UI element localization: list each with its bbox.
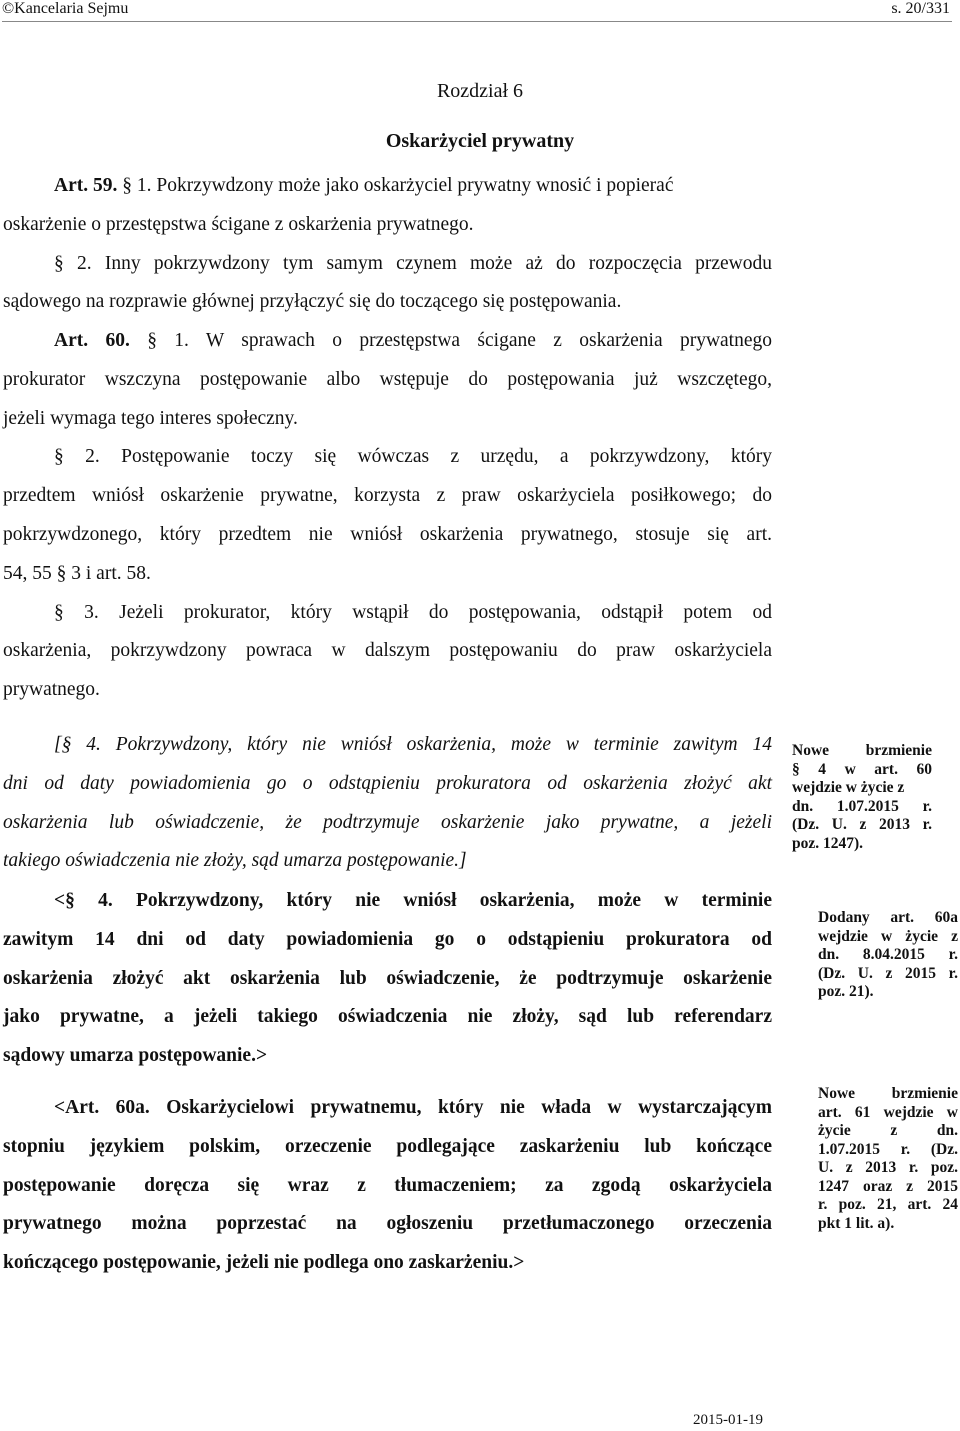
note-1-line: § 4 w art. 60 xyxy=(792,760,932,778)
art-60-p4-old xyxy=(3,726,772,881)
art-59-heading: Art. 59. xyxy=(54,175,118,196)
margin-note-2 xyxy=(818,909,958,1002)
note-1-line: wejdzie w życie z xyxy=(792,779,905,796)
art-59-p2-line-2: sądowego na rozprawie głównej przyłączyć się do toczącego się postępowania. xyxy=(3,291,622,313)
note-2-line: dn. 8.04.2015 r. xyxy=(818,946,958,963)
art-60-p2-line-4: 54, 55 § 3 i art. 58. xyxy=(3,562,151,584)
note-1-line: dn. 1.07.2015 r. xyxy=(792,797,932,815)
art-60a-line-4: prywatnego można poprzestać na ogłoszeniu przetłumaczonego orzeczenia xyxy=(3,1213,772,1235)
art-60a xyxy=(3,1089,772,1283)
art-59-line-2: oskarżenie o przestępstwa ścigane z oskarżenia prywatnego. xyxy=(3,213,474,235)
art-60-p1-text: § 1. W sprawach o przestępstwa ścigane z oskarżenia prywatnego xyxy=(147,330,773,351)
art-60a-line-1: <Art. 60a. Oskarżycielowi prywatnemu, który nie włada w wystarczającym xyxy=(54,1097,772,1118)
header-rule xyxy=(2,21,952,22)
footer-date: 2015-01-19 xyxy=(693,1412,763,1428)
note-3-line: U. z 2013 r. poz. xyxy=(818,1159,958,1176)
art-60-p3-line-1: § 3. Jeżeli prokurator, który wstąpił do postępowania, odstąpił potem od xyxy=(54,601,772,623)
art-60-p4-new-line-1: <§ 4. Pokrzywdzony, który nie wniósł oskarżenia, może w terminie xyxy=(54,890,772,911)
art-60-p4-new-line-3: oskarżenia złożyć akt oskarżenia lub oświadczenie, że podtrzymuje oskarżenie xyxy=(3,967,772,989)
margin-note-1 xyxy=(792,742,932,853)
note-1-line: Nowe brzmienie xyxy=(792,742,932,759)
art-60-p4-new-line-4: jako prywatne, a jeżeli takiego oświadczenia nie złoży, sąd lub referendarz xyxy=(3,1006,772,1028)
art-59-p1-text: § 1. Pokrzywdzony może jako oskarżyciel prywatny wnosić i popierać xyxy=(122,175,674,196)
art-60-p3-line-2: oskarżenia, pokrzywdzony powraca w dalszym postępowaniu do praw oskarżyciela xyxy=(3,640,772,662)
art-60-p4-new-line-2: zawitym 14 dni od daty powiadomienia go o odstąpieniu prokuratora od xyxy=(3,928,772,950)
art-60-p2-line-1: § 2. Postępowanie toczy się wówczas z urzędu, a pokrzywdzony, który xyxy=(54,446,772,468)
note-2-line: (Dz. U. z 2015 r. xyxy=(818,964,958,982)
page-number: s. 20/331 xyxy=(891,0,950,17)
art-60a-line-3: postępowanie doręcza się wraz z tłumaczeniem; za zgodą oskarżyciela xyxy=(3,1174,772,1196)
copyright-label: ©Kancelaria Sejmu xyxy=(2,0,129,17)
art-60a-line-2: stopniu językiem polskim, orzeczenie podlegające zaskarżeniu lub kończące xyxy=(3,1135,772,1157)
chapter-title: Oskarżyciel prywatny xyxy=(385,130,575,152)
art-60-heading: Art. 60. xyxy=(54,330,130,351)
note-3-line: art. 61 wejdzie w xyxy=(818,1103,958,1121)
art-60-p4-old-line-4: takiego oświadczenia nie złoży, sąd umarza postępowanie.] xyxy=(3,850,467,872)
art-60-p4-new xyxy=(3,882,772,1076)
art-60 xyxy=(3,322,772,710)
art-60-p2-line-3: pokrzywdzonego, który przedtem nie wniósł oskarżenia prywatnego, stosuje się art. xyxy=(3,523,772,545)
art-60-p4-old-line-1: [§ 4. Pokrzywdzony, który nie wniósł oskarżenia, może w terminie zawitym 14 xyxy=(54,734,772,755)
note-3-line: pkt 1 lit. a). xyxy=(818,1214,895,1232)
art-60-p1-line-2: prokurator wszczyna postępowanie albo wstępuje do postępowania już wszczętego, xyxy=(3,368,772,390)
note-3-line: Nowe brzmienie xyxy=(818,1085,958,1102)
note-1-line: poz. 1247). xyxy=(792,834,864,852)
note-3-line: życie z dn. xyxy=(818,1122,958,1139)
art-60-p4-old-line-2: dni od daty powiadomienia go o odstąpieniu prokuratora od oskarżenia złożyć akt xyxy=(3,772,772,794)
note-3-line: 1.07.2015 r. (Dz. xyxy=(818,1140,958,1158)
chapter-number: Rozdział 6 xyxy=(436,80,524,102)
page-header xyxy=(0,0,960,20)
art-60-p1-line-1 xyxy=(3,322,772,361)
art-59-line-1 xyxy=(3,167,772,206)
art-60-p4-new-line-5: sądowy umarza postępowanie.> xyxy=(3,1045,268,1067)
note-3-line: 1247 oraz z 2015 xyxy=(818,1177,958,1195)
art-60-p3-line-3: prywatnego. xyxy=(3,679,100,701)
art-60-p2-line-2: przedtem wniósł oskarżenie prywatne, korzysta z praw oskarżyciela posiłkowego; do xyxy=(3,485,772,507)
note-2-line: wejdzie w życie z xyxy=(818,927,958,945)
art-60a-line-5: kończącego postępowanie, jeżeli nie podlega ono zaskarżeniu.> xyxy=(3,1252,525,1274)
art-59 xyxy=(3,167,772,322)
note-1-line: (Dz. U. z 2013 r. xyxy=(792,816,932,833)
note-2-line: Dodany art. 60a xyxy=(818,909,958,926)
note-3-line: r. poz. 21, art. 24 xyxy=(818,1196,958,1213)
note-2-line: poz. 21). xyxy=(818,983,874,1000)
art-59-p2-line-1: § 2. Inny pokrzywdzony tym samym czynem może aż do rozpoczęcia przewodu xyxy=(54,252,772,274)
margin-note-3 xyxy=(818,1085,958,1233)
art-60-p1-line-3: jeżeli wymaga tego interes społeczny. xyxy=(3,407,298,429)
art-60-p4-old-line-3: oskarżenia lub oświadczenie, że podtrzymuje oskarżenie jako prywatne, a jeżeli xyxy=(3,811,772,833)
